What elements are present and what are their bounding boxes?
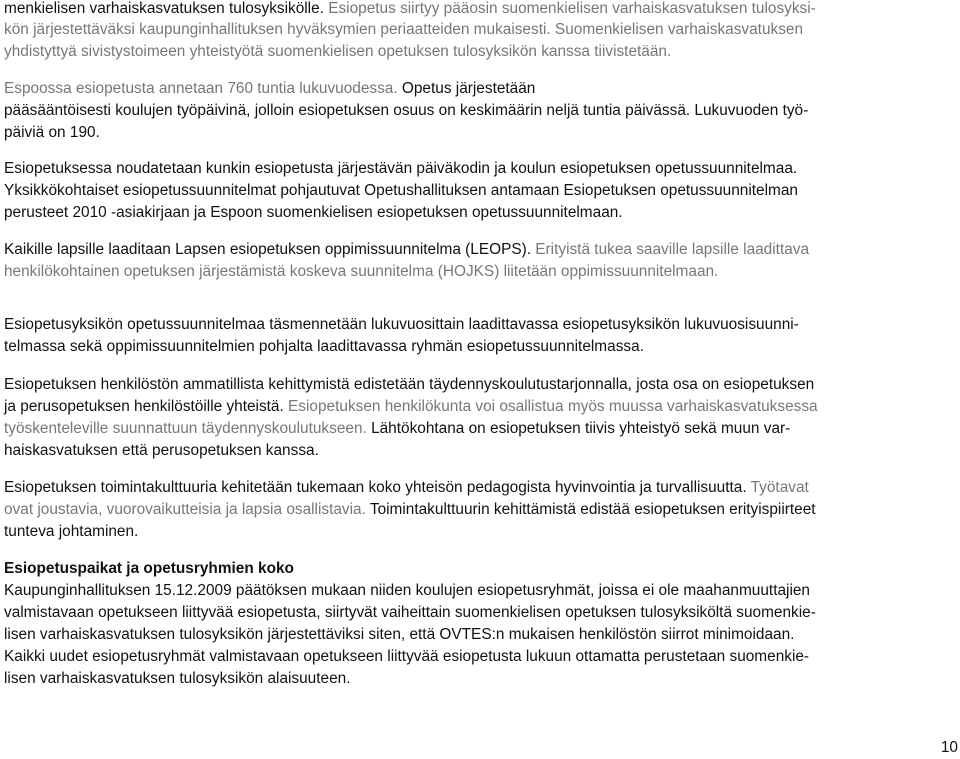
text-segment: Toimintakulttuurin kehittämistä edistää esiopetuksen erityispiirteet: [369, 501, 816, 518]
text-segment: perusteet 2010 -asiakirjaan ja Espoon suomenkielisen esiopetuksen opetussuunnitelmaan.: [4, 204, 623, 221]
text-line: [4, 19, 803, 41]
text-segment: päiviä on 190.: [4, 124, 100, 141]
text-segment: Kaikille lapsille laaditaan Lapsen esiopetuksen oppimissuunnitelma (LEOPS).: [4, 241, 536, 258]
text-segment: Opetus järjestetään: [401, 80, 536, 97]
text-segment: lisen varhaiskasvatuksen tulosyksikön alaisuuteen.: [4, 670, 351, 687]
text-line: [4, 100, 808, 122]
text-segment: tunteva johtaminen.: [4, 523, 139, 540]
text-segment: Espoossa esiopetusta annetaan 760 tuntia lukuvuodessa.: [4, 80, 402, 97]
text-segment: telmassa sekä oppimissuunnitelmien pohjalta laadittavassa ryhmän esiopetussuunnitelmassa.: [4, 338, 644, 355]
text-line: [4, 336, 644, 358]
text-segment: valmistavaan opetukseen liittyvää esiopetusta, siirtyvät vaiheittain suomenkielisen opetuksen tulosyksiköltä suomenkie-: [4, 604, 816, 621]
text-line: [4, 396, 818, 418]
text-line: [4, 558, 294, 580]
text-segment: henkilökohtainen opetuksen järjestämistä koskeva suunnitelma (HOJKS) liitetään oppimissuunnitelmaan.: [4, 263, 719, 280]
text-segment: Yksikkökohtaiset esiopetussuunnitelmat pohjautuvat Opetushallituksen antamaan Esiopetuksen opetussuunnitelman: [4, 182, 798, 199]
text-segment: Erityistä tukea saaville lapsille laadittava: [535, 241, 810, 258]
text-line: [4, 0, 816, 20]
text-segment: Esiopetuksen toimintakulttuuria kehitetään tukemaan koko yhteisön pedagogista hyvinvointia ja turvallisuutta.: [4, 479, 751, 496]
text-segment: pääsääntöisesti koulujen työpäivinä, jolloin esiopetuksen osuus on keskimäärin neljä tuntia päivässä. Lukuvuoden työ-: [4, 102, 809, 119]
text-line: [4, 602, 816, 624]
text-segment: Esiopetus siirtyy pääosin suomenkielisen varhaiskasvatuksen tulosyksi-: [328, 0, 816, 17]
text-line: [4, 624, 794, 646]
text-line: [4, 646, 809, 668]
text-line: [4, 440, 319, 462]
text-segment: Esiopetusyksikön opetussuunnitelmaa täsmennetään lukuvuosittain laadittavassa esiopetusyksikön lukuvuosisuunni-: [4, 316, 799, 333]
text-line: [4, 41, 671, 63]
text-line: [4, 239, 809, 261]
text-line: [4, 158, 797, 180]
text-segment: Kaikki uudet esiopetusryhmät valmistavaan opetukseen liittyvää esiopetusta lukuun ottamatta perustetaan suomenkie-: [4, 648, 810, 665]
text-line: [4, 418, 790, 440]
text-line: [4, 122, 100, 144]
text-segment: Lähtökohtana on esiopetuksen tiivis yhteistyö sekä muun var-: [371, 420, 791, 437]
text-line: [4, 668, 350, 690]
page-number: 10: [940, 739, 958, 756]
text-segment: Työtavat: [750, 479, 809, 496]
text-segment: haiskasvatuksen että perusopetuksen kanssa.: [4, 442, 319, 459]
text-segment: Esiopetuksessa noudatetaan kunkin esiopetusta järjestävän päiväkodin ja koulun esiopetuksen opetussuunnitelmaa.: [4, 160, 798, 177]
text-segment: ovat joustavia, vuorovaikutteisia ja lapsia osallistavia.: [4, 501, 370, 518]
text-line: [4, 477, 809, 499]
text-segment: lisen varhaiskasvatuksen tulosyksikön järjestettäviksi siten, että OVTES:n mukaisen henkilöstön siirrot minimoidaan.: [4, 626, 795, 643]
text-line: [4, 202, 623, 224]
text-line: [4, 499, 816, 521]
text-segment: Esiopetuksen henkilökunta voi osallistua myös muussa varhaiskasvatuksessa: [288, 398, 818, 415]
text-line: [4, 78, 535, 100]
text-line: [4, 261, 718, 283]
text-segment: kön järjestettäväksi kaupunginhallituksen hyväksymien periaatteiden mukaisesti. Suomenkielisen varhaiskasvatuksen: [4, 21, 804, 38]
text-segment: ja perusopetuksen henkilöstöille yhteistä.: [4, 398, 289, 415]
text-line: [4, 521, 138, 543]
text-segment: Esiopetuksen henkilöstön ammatillista kehittymistä edistetään täydennyskoulutustarjonnalla, josta osa on esiopetuksen: [4, 376, 815, 393]
text-line: [4, 180, 798, 202]
text-segment: Kaupunginhallituksen 15.12.2009 päätöksen mukaan niiden koulujen esiopetusryhmät, joissa ei ole maahanmuuttajien: [4, 582, 810, 599]
text-line: [4, 580, 810, 602]
text-segment: yhdistyttyä sivistystoimeen yhteistyötä suomenkielisen opetuksen tulosyksikön kanssa tiivistetään.: [4, 43, 672, 60]
section-heading: Esiopetuspaikat ja opetusryhmien koko: [4, 560, 294, 577]
text-line: [4, 314, 799, 336]
text-line: [4, 374, 814, 396]
text-segment: työskenteleville suunnattuun täydennyskoulutukseen.: [4, 420, 372, 437]
text-segment: menkielisen varhaiskasvatuksen tulosyksikölle.: [4, 0, 329, 17]
